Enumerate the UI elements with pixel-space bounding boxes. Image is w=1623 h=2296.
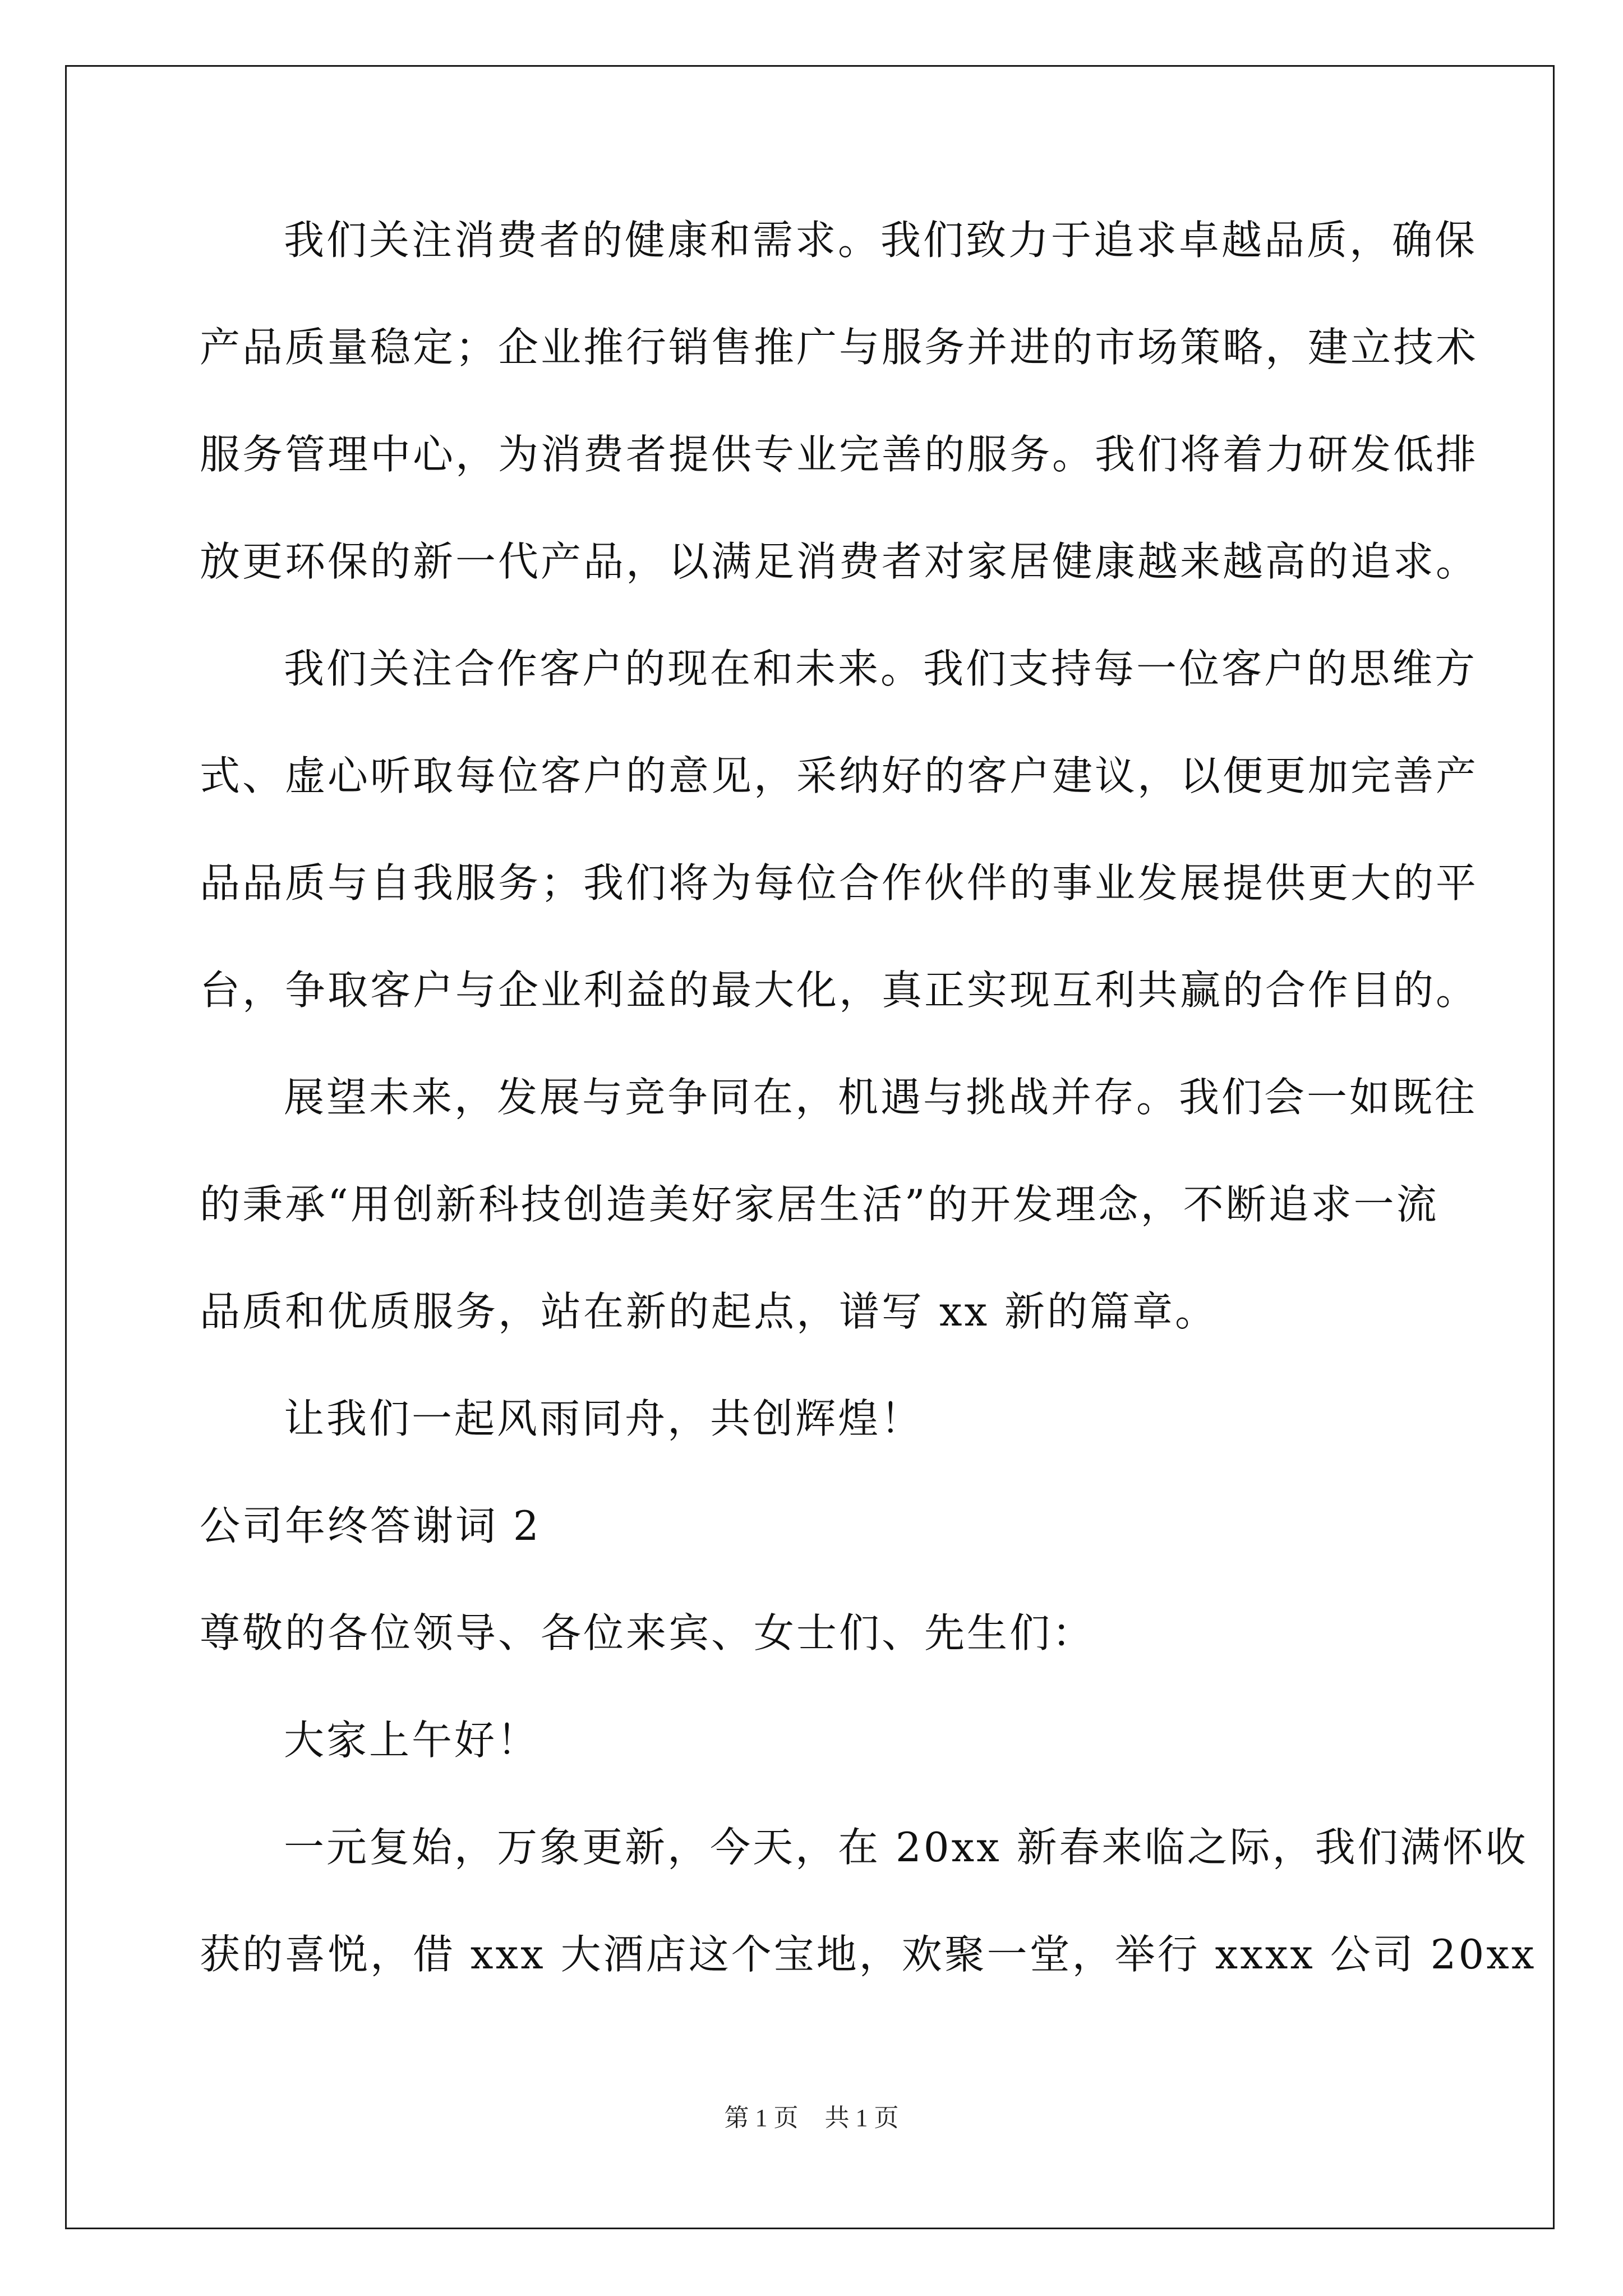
document-body [200,213,1537,2035]
paragraph-line: 获的喜悦，借 xxx 大酒店这个宝地，欢聚一堂，举行 xxxx 公司 20xx [200,1931,1537,1978]
page-total: 共 1 页 [824,2104,899,2132]
paragraph-line: 放更环保的新一代产品，以满足消费者对家居健康越来越高的追求。 [200,538,1479,585]
paragraph-line: 式、虚心听取每位客户的意见，采纳好的客户建议，以便更加完善产 [200,752,1479,799]
greeting: 大家上午好！ [284,1717,540,1764]
page-number: 第 1 页 [724,2104,799,2132]
salutation: 尊敬的各位领导、各位来宾、女士们、先生们： [200,1609,1095,1657]
paragraph-line: 品质和优质服务，站在新的起点，谱写 xx 新的篇章。 [200,1288,1218,1335]
paragraph-line: 的秉承“用创新科技创造美好家居生活”的开发理念，不断追求一流 [200,1181,1439,1228]
paragraph-line: 服务管理中心，为消费者提供专业完善的服务。我们将着力研发低排 [200,431,1479,478]
paragraph-line: 我们关注合作客户的现在和未来。我们支持每一位客户的思维方 [284,645,1478,692]
paragraph-line: 我们关注消费者的健康和需求。我们致力于追求卓越品质，确保 [284,217,1478,264]
section-heading: 公司年终答谢词 2 [200,1502,541,1549]
paragraph-line: 台，争取客户与企业利益的最大化，真正实现互利共赢的合作目的。 [200,967,1479,1014]
paragraph-line: 展望未来，发展与竞争同在，机遇与挑战并存。我们会一如既往 [284,1074,1478,1121]
paragraph-line: 产品质量稳定；企业推行销售推广与服务并进的市场策略，建立技术 [200,324,1479,371]
paragraph-line: 品品质与自我服务；我们将为每位合作伙伴的事业发展提供更大的平 [200,859,1479,907]
paragraph-line: 一元复始，万象更新，今天，在 20xx 新春来临之际，我们满怀收 [284,1824,1528,1871]
page-footer [0,2102,1623,2134]
paragraph-line: 让我们一起风雨同舟，共创辉煌！ [284,1395,924,1442]
